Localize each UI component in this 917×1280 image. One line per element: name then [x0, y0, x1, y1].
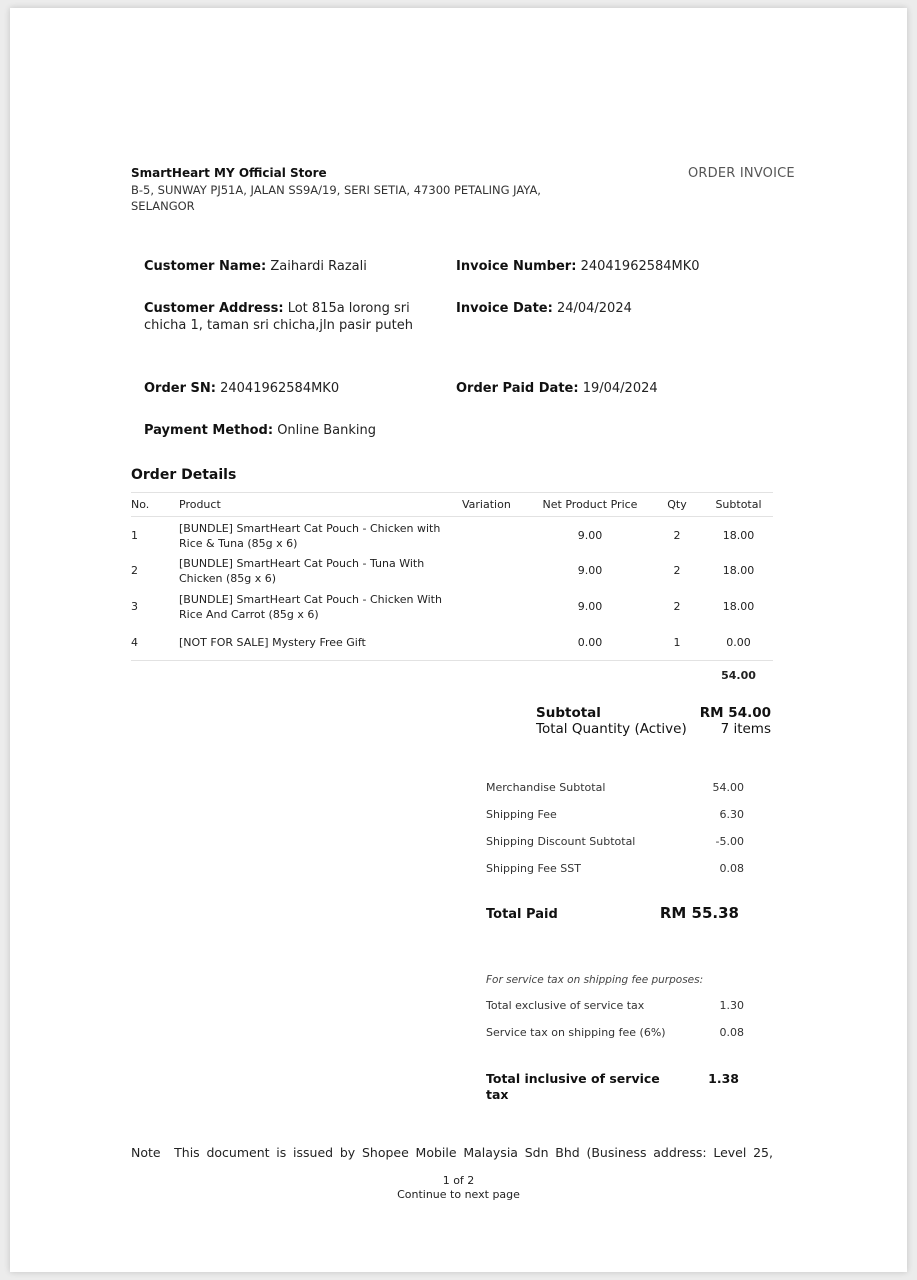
- footer-note: [131, 1145, 773, 1160]
- table-row: [131, 625, 773, 661]
- invoice-date: 24/04/2024: [556, 301, 632, 316]
- row-price: 9.00: [577, 564, 603, 577]
- row-no: 1: [131, 529, 138, 543]
- note-label: Note: [131, 1145, 161, 1160]
- merchandise-subtotal-value: 54.00: [712, 781, 744, 794]
- invoice-date-field: [456, 300, 632, 317]
- row-qty: 2: [673, 529, 681, 543]
- order-details-table: [131, 492, 773, 687]
- shipping-discount-value: -5.00: [715, 835, 744, 848]
- document-title: ORDER INVOICE: [688, 166, 795, 181]
- row-no: 4: [131, 635, 138, 649]
- table-total: 54.00: [704, 661, 773, 687]
- row-product: [NOT FOR SALE] Mystery Free Gift: [179, 635, 366, 649]
- table-row: [131, 553, 773, 589]
- shipping-discount-label: Shipping Discount Subtotal: [486, 835, 636, 848]
- row-no: 2: [131, 564, 138, 577]
- col-header-no: No.: [131, 493, 179, 517]
- invoice-date-label: Invoice Date:: [456, 301, 553, 316]
- order-details-title: Order Details: [131, 467, 237, 483]
- note-text: This document is issued by Shopee Mobile Malaysia Sdn Bhd (Business address: Level 25,: [174, 1145, 773, 1160]
- row-price: 9.00: [577, 529, 603, 543]
- payment-method: Online Banking: [277, 423, 377, 438]
- row-no: 3: [131, 600, 138, 613]
- service-tax-row: [486, 1026, 746, 1039]
- page-number: 1 of 2: [442, 1174, 475, 1187]
- order-sn: 24041962584MK0: [220, 381, 340, 396]
- shipping-fee-value: 6.30: [719, 808, 744, 821]
- subtotal-value: RM 54.00: [699, 705, 771, 721]
- row-price: 9.00: [577, 600, 603, 613]
- total-quantity-value: 7 items: [720, 721, 771, 737]
- order-paid-date-field: [456, 380, 658, 397]
- order-sn-field: [144, 380, 339, 397]
- total-paid-label: Total Paid: [486, 907, 558, 922]
- col-header-qty: Qty: [650, 493, 704, 517]
- col-header-variation: Variation: [462, 493, 530, 517]
- customer-address-label: Customer Address:: [144, 301, 284, 316]
- row-qty: 2: [673, 600, 681, 613]
- total-paid-value: RM 55.38: [659, 904, 739, 922]
- order-paid-date-label: Order Paid Date:: [456, 381, 579, 396]
- subtotal-block: [536, 705, 771, 737]
- row-product: [BUNDLE] SmartHeart Cat Pouch - Chicken With Rice And Carrot (85g x 6): [179, 592, 442, 621]
- store-name: SmartHeart MY Official Store: [131, 166, 327, 180]
- table-header-row: [131, 493, 773, 517]
- payment-method-field: [144, 422, 376, 439]
- tax-exclusive-row: [486, 999, 746, 1012]
- row-qty: 1: [673, 635, 681, 649]
- col-header-price: Net Product Price: [530, 493, 650, 517]
- row-qty: 2: [673, 564, 681, 577]
- customer-address-field: [144, 300, 444, 334]
- shipping-sst-value: 0.08: [719, 862, 744, 875]
- invoice-number-field: [456, 258, 700, 275]
- shipping-fee-label: Shipping Fee: [486, 808, 557, 821]
- payment-method-label: Payment Method:: [144, 423, 274, 438]
- shipping-sst-row: [486, 862, 746, 875]
- merchandise-subtotal-row: [486, 781, 746, 794]
- row-subtotal: 18.00: [722, 600, 755, 613]
- row-price: 0.00: [577, 635, 603, 649]
- row-product: [BUNDLE] SmartHeart Cat Pouch - Chicken with Rice & Tuna (85g x 6): [179, 521, 441, 550]
- tax-inclusive-row: [486, 1071, 739, 1103]
- tax-exclusive-label: Total exclusive of service tax: [486, 999, 645, 1012]
- service-tax-note: For service tax on shipping fee purposes:: [486, 974, 704, 986]
- invoice-page: [10, 8, 907, 1272]
- row-variation: [462, 553, 530, 589]
- customer-name-field: [144, 258, 367, 275]
- service-tax-label: Service tax on shipping fee (6%): [486, 1026, 666, 1039]
- subtotal-label: Subtotal: [536, 705, 601, 721]
- col-header-subtotal: Subtotal: [704, 493, 773, 517]
- invoice-number: 24041962584MK0: [580, 259, 700, 274]
- order-paid-date: 19/04/2024: [582, 381, 658, 396]
- tax-inclusive-label: Total inclusive of service tax: [486, 1071, 660, 1102]
- shipping-fee-row: [486, 808, 746, 821]
- tax-exclusive-value: 1.30: [719, 999, 744, 1012]
- row-product: [BUNDLE] SmartHeart Cat Pouch - Tuna With Chicken (85g x 6): [179, 556, 425, 585]
- customer-name-label: Customer Name:: [144, 259, 267, 274]
- merchandise-subtotal-label: Merchandise Subtotal: [486, 781, 606, 794]
- shipping-sst-label: Shipping Fee SST: [486, 862, 581, 875]
- total-quantity-label: Total Quantity (Active): [536, 721, 687, 737]
- shipping-discount-row: [486, 835, 746, 848]
- col-header-product: Product: [179, 493, 462, 517]
- table-total-row: [131, 661, 773, 687]
- customer-address: Lot 815a lorong sri chicha 1, taman sri chicha,jln pasir puteh: [144, 301, 413, 333]
- continue-label: Continue to next page: [397, 1188, 520, 1201]
- row-variation: [462, 589, 530, 625]
- table-row: [131, 589, 773, 625]
- customer-name: Zaihardi Razali: [270, 259, 367, 274]
- row-variation: [462, 517, 530, 553]
- order-sn-label: Order SN:: [144, 381, 216, 396]
- service-tax-value: 0.08: [719, 1026, 744, 1039]
- tax-inclusive-value: 1.38: [708, 1071, 739, 1086]
- store-address: B-5, SUNWAY PJ51A, JALAN SS9A/19, SERI SETIA, 47300 PETALING JAYA, SELANGOR: [131, 183, 541, 213]
- invoice-number-label: Invoice Number:: [456, 259, 577, 274]
- row-subtotal: 18.00: [722, 529, 755, 543]
- row-subtotal: 0.00: [726, 635, 751, 649]
- row-variation: [462, 625, 530, 661]
- total-paid-row: [486, 904, 739, 922]
- table-row: [131, 517, 773, 553]
- row-subtotal: 18.00: [722, 564, 755, 577]
